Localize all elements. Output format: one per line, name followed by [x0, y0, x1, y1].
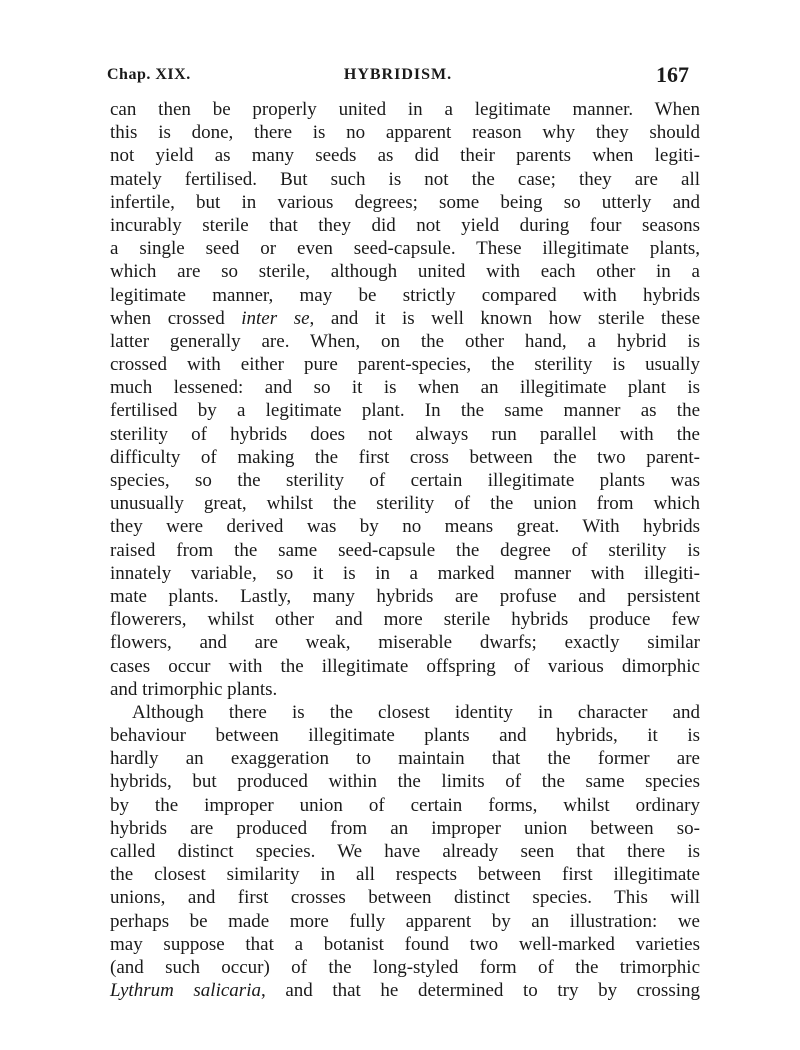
- text-line: species, so the sterility of certain illegitimate plants was: [110, 470, 700, 491]
- text-line: (and such occur) of the long-styled form of the trimorphic: [110, 956, 700, 978]
- running-head: [107, 62, 689, 88]
- italic-phrase: Lythrum salicaria: [110, 980, 261, 1002]
- text-line: mate plants. Lastly, many hybrids are profuse and persistent: [110, 585, 700, 607]
- text-line: behaviour between illegitimate plants and hybrids, it is: [110, 725, 700, 747]
- text-line: much lessened: and so it is when an illegitimate plant is: [110, 377, 700, 399]
- text-line: hybrids, but produced within the limits of the same species: [110, 771, 700, 793]
- text-line: unusually great, whilst the sterility of the union from which: [110, 493, 700, 515]
- text-line: latter generally are. When, on the other hand, a hybrid is: [110, 330, 700, 352]
- text-line: by the improper union of certain forms, whilst ordinary: [110, 794, 700, 816]
- text-line: called distinct species. We have already seen that there is: [110, 841, 700, 862]
- running-title: HYBRIDISM.: [343, 66, 453, 83]
- italic-phrase: inter se: [241, 307, 310, 329]
- text-line: may suppose that a botanist found two well-marked varieties: [110, 933, 700, 955]
- text-line: perhaps be made more fully apparent by an illustration: we: [110, 910, 700, 932]
- text-line: mately fertilised. But such is not the case; they are all: [110, 168, 700, 190]
- body-text: [110, 98, 700, 1002]
- text-line: difficulty of making the first cross between the two parent-: [110, 446, 700, 468]
- paragraph-end-line: and trimorphic plants.: [110, 678, 278, 700]
- text-line: hybrids are produced from an improper union between so-: [110, 817, 700, 839]
- text-line: cases occur with the illegitimate offspring of various dimorphic: [110, 655, 700, 677]
- text-line: when crossed inter se, and it is well known how sterile these: [110, 307, 701, 329]
- text-line: legitimate manner, may be strictly compared with hybrids: [110, 284, 700, 306]
- chapter-label: Chap. XIX.: [107, 66, 191, 83]
- text-line: hardly an exaggeration to maintain that the former are: [110, 748, 700, 770]
- text-line: not yield as many seeds as did their parents when legiti-: [110, 145, 700, 167]
- page-number: 167: [656, 62, 689, 87]
- text-line: can then be properly united in a legitimate manner. When: [110, 99, 700, 120]
- text-line: raised from the same seed-capsule the degree of sterility is: [110, 539, 700, 561]
- text-line: they were derived was by no means great. With hybrids: [110, 516, 700, 538]
- text-line: crossed with either pure parent-species, the sterility is usually: [110, 354, 700, 376]
- paragraph-start-line: Although there is the closest identity in character and: [132, 701, 700, 723]
- text-line: fertilised by a legitimate plant. In the same manner as the: [110, 400, 700, 422]
- text-line: innately variable, so it is in a marked manner with illegiti-: [110, 562, 700, 584]
- text-line: sterility of hybrids does not always run parallel with the: [110, 423, 700, 445]
- text-line: infertile, but in various degrees; some being so utterly and: [110, 191, 700, 213]
- text-line: flowerers, whilst other and more sterile hybrids produce few: [110, 609, 700, 631]
- text-line: a single seed or even seed-capsule. These illegitimate plants,: [110, 238, 700, 260]
- text-line: incurably sterile that they did not yield during four seasons: [110, 214, 700, 236]
- text-line: flowers, and are weak, miserable dwarfs; exactly similar: [110, 632, 700, 654]
- text-line: unions, and first crosses between distinct species. This will: [110, 887, 700, 909]
- text-line: the closest similarity in all respects between first illegitimate: [110, 864, 700, 886]
- text-line: this is done, there is no apparent reason why they should: [110, 122, 700, 144]
- text-line: which are so sterile, although united with each other in a: [110, 261, 700, 283]
- text-line: Lythrum salicaria, and that he determined to try by crossing: [110, 980, 700, 1002]
